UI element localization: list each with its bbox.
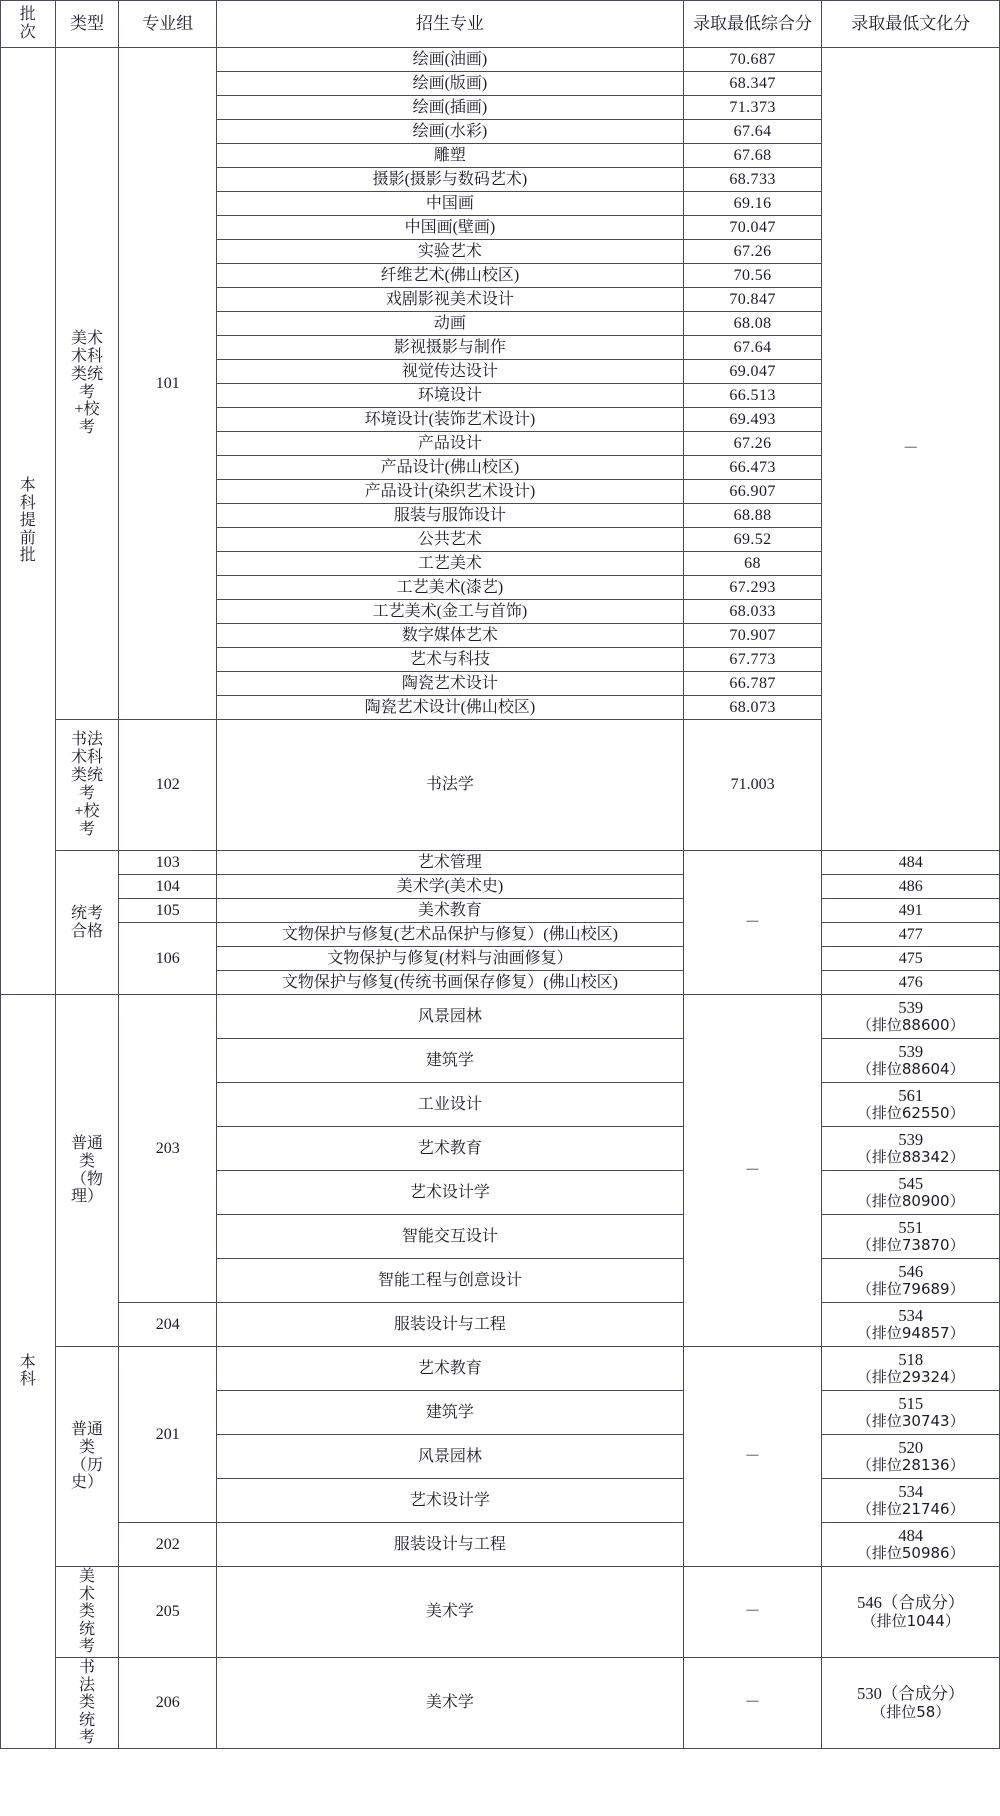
min-comprehensive-score: 70.687 — [683, 48, 822, 72]
type-cell-art-unified-label: 美术类统考 — [78, 1568, 95, 1656]
min-comprehensive-score: 71.373 — [683, 96, 822, 120]
batch-cell-undergraduate-early — [1, 48, 56, 995]
major-name: 工艺美术(金工与首饰) — [217, 600, 684, 624]
cultural-score: 534 — [898, 1481, 924, 1501]
type-cell-general-physics-label: 普通类（物理） — [70, 1134, 103, 1206]
cultural-rank: （排位80900） — [856, 1192, 965, 1211]
major-name: 产品设计(佛山校区) — [217, 456, 684, 480]
min-comprehensive-score: 68 — [683, 552, 822, 576]
table-row — [1, 995, 1000, 1039]
major-name: 文物保护与修复(艺术品保护与修复）(佛山校区) — [217, 923, 684, 947]
header-group — [119, 1, 217, 48]
table-row — [1, 1657, 1000, 1748]
min-cultural-score: － — [822, 48, 1000, 851]
min-comprehensive-score: 70.847 — [683, 288, 822, 312]
header-group-label: 专业组 — [142, 13, 194, 33]
major-group-101: 101 — [119, 48, 217, 720]
cultural-score: 534 — [898, 1305, 924, 1325]
header-major — [217, 1, 684, 48]
header-type-label: 类型 — [69, 13, 104, 33]
cultural-score: 561 — [898, 1085, 924, 1105]
major-group-205: 205 — [119, 1567, 217, 1658]
major-name: 影视摄影与制作 — [217, 336, 684, 360]
cultural-rank: （排位30743） — [856, 1412, 965, 1431]
cultural-rank: （排位94857） — [856, 1324, 965, 1343]
major-name: 实验艺术 — [217, 240, 684, 264]
major-name: 公共艺术 — [217, 528, 684, 552]
cultural-rank: （排位1044） — [861, 1611, 960, 1630]
cultural-rank: （排位62550） — [856, 1104, 965, 1123]
major-name: 工艺美术 — [217, 552, 684, 576]
header-type — [55, 1, 119, 48]
type-cell-calligraphy-unified-label: 书法类统考 — [78, 1658, 95, 1747]
type-cell-general-history — [55, 1347, 119, 1567]
min-cultural-score — [822, 1523, 1000, 1567]
major-group-103: 103 — [119, 851, 217, 875]
major-name: 视觉传达设计 — [217, 360, 684, 384]
major-name: 建筑学 — [217, 1039, 684, 1083]
table-row — [1, 1347, 1000, 1391]
major-group-106: 106 — [119, 923, 217, 995]
cultural-score: 539 — [898, 997, 924, 1017]
major-name: 智能工程与创意设计 — [217, 1259, 684, 1303]
major-name: 美术教育 — [217, 899, 684, 923]
major-group-203: 203 — [119, 995, 217, 1303]
cultural-rank: （排位28136） — [856, 1456, 965, 1475]
min-comprehensive-score: 70.56 — [683, 264, 822, 288]
major-name: 环境设计(装饰艺术设计) — [217, 408, 684, 432]
min-comprehensive-score: － — [683, 851, 822, 995]
min-cultural-score — [822, 1479, 1000, 1523]
cultural-score: 518 — [898, 1349, 924, 1369]
cultural-rank: （排位58） — [871, 1702, 951, 1721]
type-cell-art-unified — [55, 1567, 119, 1658]
type-cell-general-history-label: 普通类（历史） — [70, 1420, 103, 1492]
major-name: 纤维艺术(佛山校区) — [217, 264, 684, 288]
cultural-rank: （排位50986） — [856, 1544, 965, 1563]
min-comprehensive-score: 66.907 — [683, 480, 822, 504]
major-name: 戏剧影视美术设计 — [217, 288, 684, 312]
header-batch — [1, 1, 56, 48]
major-group-201: 201 — [119, 1347, 217, 1523]
major-name: 风景园林 — [217, 995, 684, 1039]
major-name: 陶瓷艺术设计(佛山校区) — [217, 696, 684, 720]
cultural-rank: （排位88342） — [856, 1148, 965, 1167]
min-comprehensive-score: 67.64 — [683, 336, 822, 360]
min-cultural-score — [822, 1303, 1000, 1347]
min-comprehensive-score: 68.88 — [683, 504, 822, 528]
major-name: 服装设计与工程 — [217, 1523, 684, 1567]
min-comprehensive-score: 69.16 — [683, 192, 822, 216]
min-cultural-score — [822, 995, 1000, 1039]
min-cultural-score: 486 — [822, 875, 1000, 899]
major-name: 工艺美术(漆艺) — [217, 576, 684, 600]
major-name: 服装设计与工程 — [217, 1303, 684, 1347]
type-cell-art-unified-plus-school-label: 美术术科类统考+校考 — [70, 329, 103, 437]
batch-cell-undergraduate-early-label: 本科提前批 — [19, 477, 36, 565]
major-name: 艺术教育 — [217, 1127, 684, 1171]
type-cell-unified-qualified — [55, 851, 119, 995]
min-comprehensive-score: 69.52 — [683, 528, 822, 552]
min-comprehensive-score: 68.08 — [683, 312, 822, 336]
min-comprehensive-score: 67.26 — [683, 240, 822, 264]
major-name: 书法学 — [217, 720, 684, 851]
min-comprehensive-score: 70.907 — [683, 624, 822, 648]
type-cell-calligraphy-unified-plus-school — [55, 720, 119, 851]
table-body — [1, 48, 1000, 1749]
min-cultural-score — [822, 1391, 1000, 1435]
cultural-score: 539 — [898, 1041, 924, 1061]
major-name: 艺术管理 — [217, 851, 684, 875]
min-comprehensive-score: 68.033 — [683, 600, 822, 624]
table-header-row — [1, 1, 1000, 48]
table-row — [1, 1303, 1000, 1347]
major-name: 风景园林 — [217, 1435, 684, 1479]
type-cell-calligraphy-unified-plus-school-label: 书法术科类统考+校考 — [70, 731, 103, 838]
table-row — [1, 899, 1000, 923]
cultural-score: 515 — [898, 1393, 924, 1413]
major-name: 建筑学 — [217, 1391, 684, 1435]
min-cultural-score — [822, 1435, 1000, 1479]
min-comprehensive-score: 68.347 — [683, 72, 822, 96]
min-cultural-score — [822, 1171, 1000, 1215]
type-cell-unified-qualified-label: 统考合格 — [70, 904, 103, 940]
major-name: 文物保护与修复(材料与油画修复） — [217, 947, 684, 971]
min-comprehensive-score: － — [683, 995, 822, 1347]
min-comprehensive-score: 69.047 — [683, 360, 822, 384]
cultural-rank: （排位88604） — [856, 1060, 965, 1079]
min-comprehensive-score: 68.733 — [683, 168, 822, 192]
table-row — [1, 1567, 1000, 1658]
cultural-score: 546 — [898, 1261, 924, 1281]
min-cultural-score — [822, 1083, 1000, 1127]
type-cell-calligraphy-unified — [55, 1657, 119, 1748]
type-cell-general-physics — [55, 995, 119, 1347]
major-name: 艺术设计学 — [217, 1171, 684, 1215]
min-comprehensive-score: 66.787 — [683, 672, 822, 696]
major-group-206: 206 — [119, 1657, 217, 1748]
cultural-score: 551 — [898, 1217, 924, 1237]
cultural-rank: （排位29324） — [856, 1368, 965, 1387]
cultural-score: 520 — [898, 1437, 924, 1457]
major-name: 动画 — [217, 312, 684, 336]
table-row — [1, 923, 1000, 947]
major-name: 环境设计 — [217, 384, 684, 408]
min-cultural-score — [822, 1567, 1000, 1658]
cultural-rank: （排位79689） — [856, 1280, 965, 1299]
cultural-rank: （排位88600） — [856, 1016, 965, 1035]
min-cultural-score — [822, 1657, 1000, 1748]
header-min-comprehensive-label: 录取最低综合分 — [693, 13, 813, 33]
min-comprehensive-score: 66.473 — [683, 456, 822, 480]
cultural-score: 546（合成分） — [857, 1593, 965, 1613]
major-name: 中国画 — [217, 192, 684, 216]
major-name: 中国画(壁画) — [217, 216, 684, 240]
header-major-label: 招生专业 — [415, 13, 484, 33]
major-name: 数字媒体艺术 — [217, 624, 684, 648]
major-name: 艺术与科技 — [217, 648, 684, 672]
min-comprehensive-score: 70.047 — [683, 216, 822, 240]
cultural-score: 484 — [898, 1525, 924, 1545]
major-group-204: 204 — [119, 1303, 217, 1347]
major-name: 美术学 — [217, 1657, 684, 1748]
major-group-102: 102 — [119, 720, 217, 851]
min-comprehensive-score: 69.493 — [683, 408, 822, 432]
min-comprehensive-score: 67.773 — [683, 648, 822, 672]
table-row — [1, 1523, 1000, 1567]
major-name: 艺术教育 — [217, 1347, 684, 1391]
cultural-score: 539 — [898, 1129, 924, 1149]
cultural-score: 545 — [898, 1173, 924, 1193]
min-comprehensive-score: 68.073 — [683, 696, 822, 720]
min-comprehensive-score: － — [683, 1567, 822, 1658]
header-min-cultural-label: 录取最低文化分 — [851, 13, 971, 33]
major-name: 美术学 — [217, 1567, 684, 1658]
major-name: 绘画(版画) — [217, 72, 684, 96]
min-comprehensive-score: 67.26 — [683, 432, 822, 456]
major-name: 产品设计 — [217, 432, 684, 456]
major-name: 艺术设计学 — [217, 1479, 684, 1523]
min-cultural-score — [822, 1259, 1000, 1303]
cultural-score: 530（合成分） — [857, 1684, 965, 1704]
major-group-105: 105 — [119, 899, 217, 923]
min-cultural-score — [822, 1127, 1000, 1171]
type-cell-art-unified-plus-school — [55, 48, 119, 720]
batch-cell-undergraduate — [1, 995, 56, 1749]
min-cultural-score: 475 — [822, 947, 1000, 971]
header-min-cultural — [822, 1, 1000, 48]
major-name: 陶瓷艺术设计 — [217, 672, 684, 696]
min-cultural-score: 491 — [822, 899, 1000, 923]
major-group-104: 104 — [119, 875, 217, 899]
min-cultural-score — [822, 1039, 1000, 1083]
major-name: 绘画(油画) — [217, 48, 684, 72]
min-comprehensive-score: 67.64 — [683, 120, 822, 144]
min-comprehensive-score: 67.68 — [683, 144, 822, 168]
major-name: 摄影(摄影与数码艺术) — [217, 168, 684, 192]
header-min-comprehensive — [683, 1, 822, 48]
major-name: 雕塑 — [217, 144, 684, 168]
major-name: 文物保护与修复(传统书画保存修复）(佛山校区) — [217, 971, 684, 995]
major-name: 绘画(插画) — [217, 96, 684, 120]
major-name: 美术学(美术史) — [217, 875, 684, 899]
table-row — [1, 48, 1000, 72]
min-comprehensive-score: 66.513 — [683, 384, 822, 408]
major-name: 服装与服饰设计 — [217, 504, 684, 528]
batch-cell-undergraduate-label: 本科 — [19, 1353, 36, 1389]
major-group-202: 202 — [119, 1523, 217, 1567]
header-batch-label: 批次 — [19, 6, 36, 41]
major-name: 产品设计(染织艺术设计) — [217, 480, 684, 504]
min-comprehensive-score: － — [683, 1347, 822, 1567]
table-row — [1, 875, 1000, 899]
min-cultural-score — [822, 1347, 1000, 1391]
table-row — [1, 851, 1000, 875]
major-name: 智能交互设计 — [217, 1215, 684, 1259]
min-comprehensive-score: 71.003 — [683, 720, 822, 851]
min-cultural-score: 477 — [822, 923, 1000, 947]
min-comprehensive-score: 67.293 — [683, 576, 822, 600]
min-cultural-score — [822, 1215, 1000, 1259]
major-name: 绘画(水彩) — [217, 120, 684, 144]
min-comprehensive-score: － — [683, 1657, 822, 1748]
cultural-rank: （排位73870） — [856, 1236, 965, 1255]
min-cultural-score: 476 — [822, 971, 1000, 995]
cultural-rank: （排位21746） — [856, 1500, 965, 1519]
min-cultural-score: 484 — [822, 851, 1000, 875]
major-name: 工业设计 — [217, 1083, 684, 1127]
